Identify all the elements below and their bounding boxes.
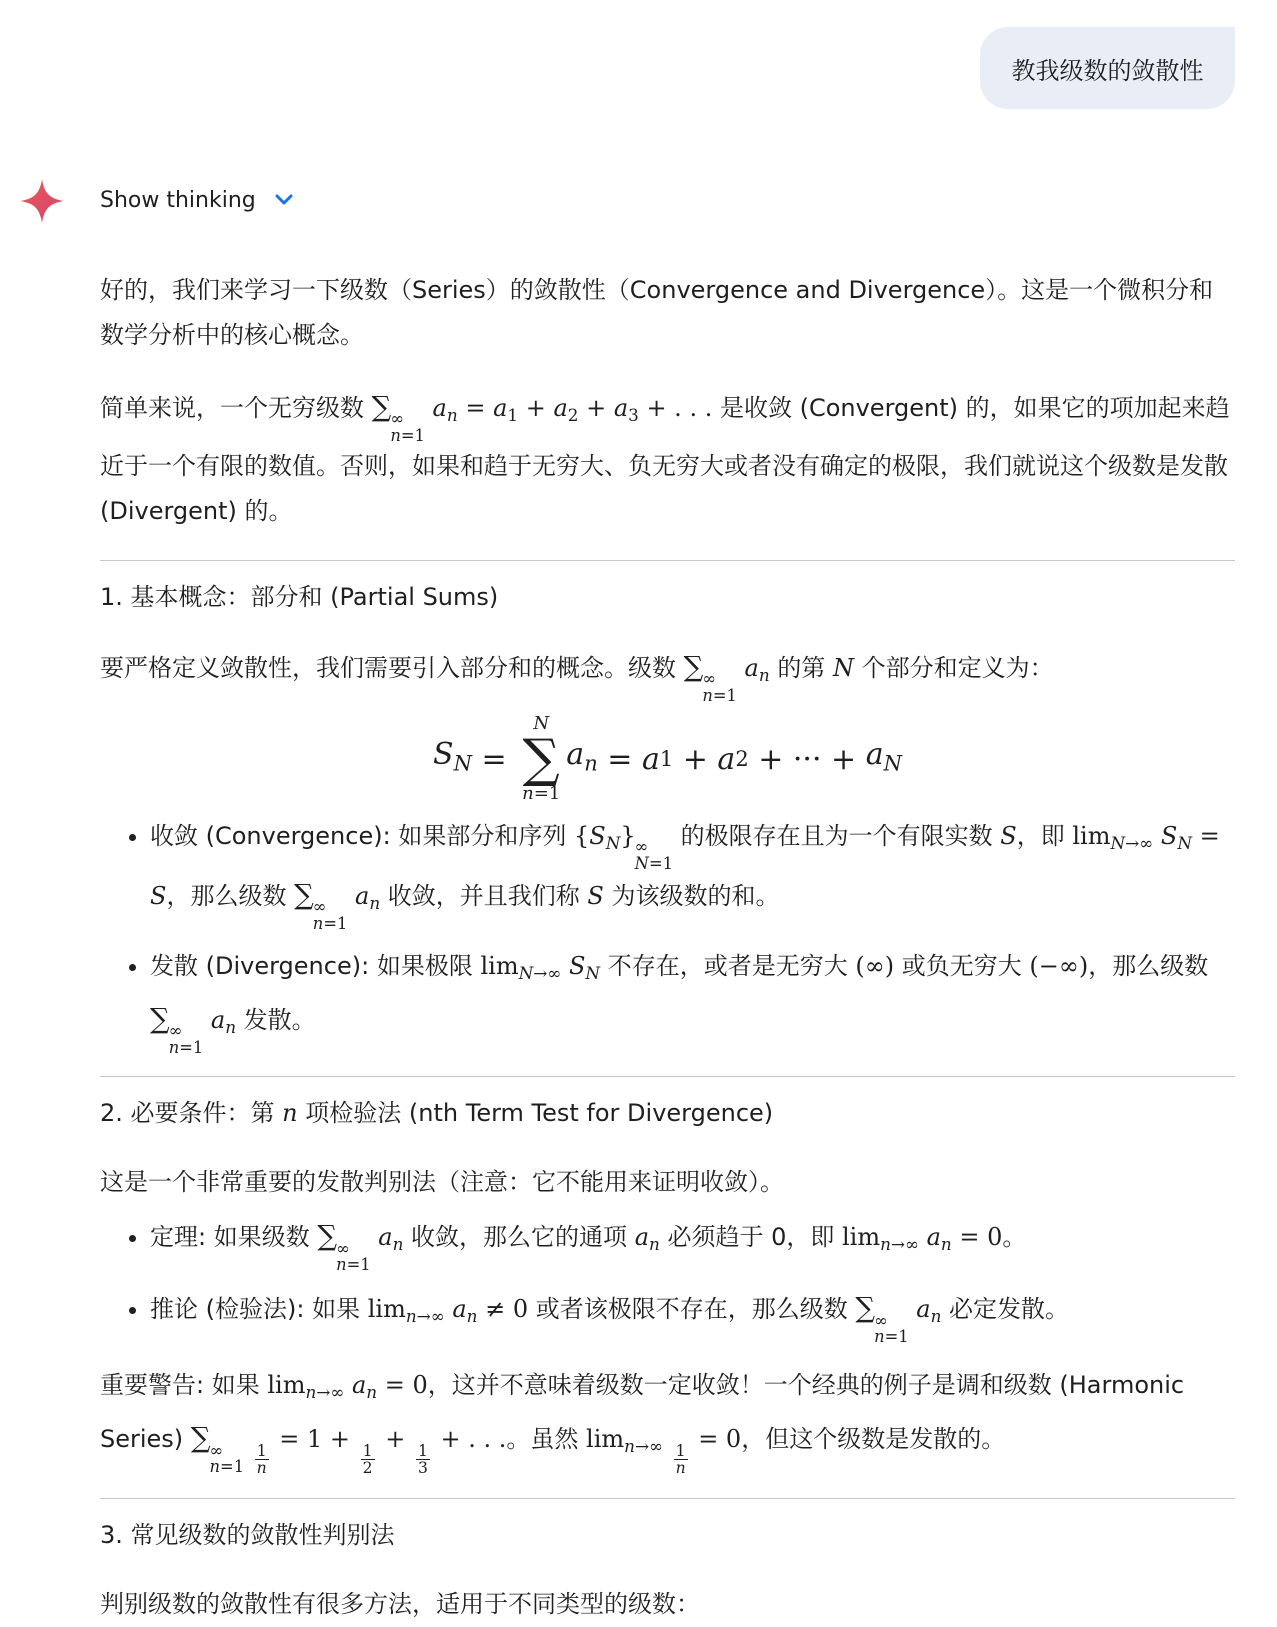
list-item: • 推论 (检验法): 如果 $\lim_{n\to\infty} a_n \ne 0$ 或者该极限不存在，那么级数 ∑ ∞ n=1 $a_n$ 必定发散。 [150, 1285, 1235, 1345]
section-2-bullets [100, 1213, 1235, 1345]
section-2-text: 这是一个非常重要的发散判别法（注意：它不能用来证明收敛）。 [100, 1168, 784, 1197]
show-thinking-toggle[interactable] [100, 182, 294, 218]
user-message-text: 教我级数的敛散性 [1011, 56, 1204, 85]
list-item: • 收敛 (Convergence): 如果部分和序列 $\{S_N\}$ ∞ N=1 的极限存在且为一个有限实数 S，即 $\lim_{N\to\infty} S_N = S$，那么级数 ∑ ∞ n=1 $a_n$ 收敛，并且我们称 S 为该级数的和。 [150, 814, 1235, 932]
intro-paragraph-2: 简单来说，一个无穷级数 ∑ ∞ n=1 $a_n = a_1 + a_2 + a_3$ + . . . 是收敛 (Convergent) 的，如果它的项加起来趋近于一个有限的数值。否则，如果和趋于无穷大、负无穷大或者没有确定的极限，我们就说这个级数是发散 (Divergent) 的。 [100, 390, 1230, 526]
intro-paragraph-1: 好的，我们来学习一下级数（Series）的敛散性（Convergence and Divergence）。这是一个微积分和数学分析中的核心概念。 [100, 276, 1214, 349]
list-item: • 定理: 如果级数 ∑ ∞ n=1 $a_n$ 收敛，那么它的通项 $a_n$ 必须趋于 0，即 $\lim_{n\to\infty} a_n = 0$。 [150, 1213, 1235, 1273]
section-3-title: 3. 常见级数的敛散性判别法 [100, 1521, 395, 1550]
chevron-down-icon[interactable] [274, 193, 294, 207]
partial-sum-formula: $S_N$ = N ∑ n=1 $a_n$ = a 1 + a 2 + ··· + $a_N$ [433, 713, 902, 805]
section-2-title: 2. 必要条件：第 n 项检验法 (nth Term Test for Divergence) [100, 1099, 774, 1128]
section-3-text: 判别级数的敛散性有很多方法，适用于不同类型的级数： [100, 1590, 700, 1619]
response-content [100, 268, 1235, 1627]
section-1-bullets [100, 814, 1235, 1056]
section-2-warning: 重要警告: 如果 $\lim_{n\to\infty} a_n = 0$，这并不意味着级数一定收敛！一个经典的例子是调和级数 (Harmonic Series) ∑ ∞ n=1 $\frac{1}{n}$ = 1 + $\frac{1}{2}$ + $\frac{1}{3}$ + . . .。虽然 $\lim_{n\to\infty}$ $\frac{1}{n}$ = 0，但这个级数是发散的。 [100, 1371, 1185, 1478]
show-thinking-label: Show thinking [100, 187, 256, 213]
gemini-spark-icon [18, 177, 66, 225]
list-item: • 发散 (Divergence): 如果极限 $\lim_{N\to\infty} S_N$ 不存在，或者是无穷大 (∞) 或负无穷大 (−∞)，那么级数 ∑ ∞ n=1 $a_n$ 发散。 [150, 944, 1235, 1056]
section-1-text: 要严格定义敛散性，我们需要引入部分和的概念。级数 ∑ ∞ n=1 $a_n$ 的第 N 个部分和定义为： [100, 650, 1054, 705]
section-1-title: 1. 基本概念：部分和 (Partial Sums) [100, 583, 499, 612]
user-message-bubble [980, 27, 1235, 109]
